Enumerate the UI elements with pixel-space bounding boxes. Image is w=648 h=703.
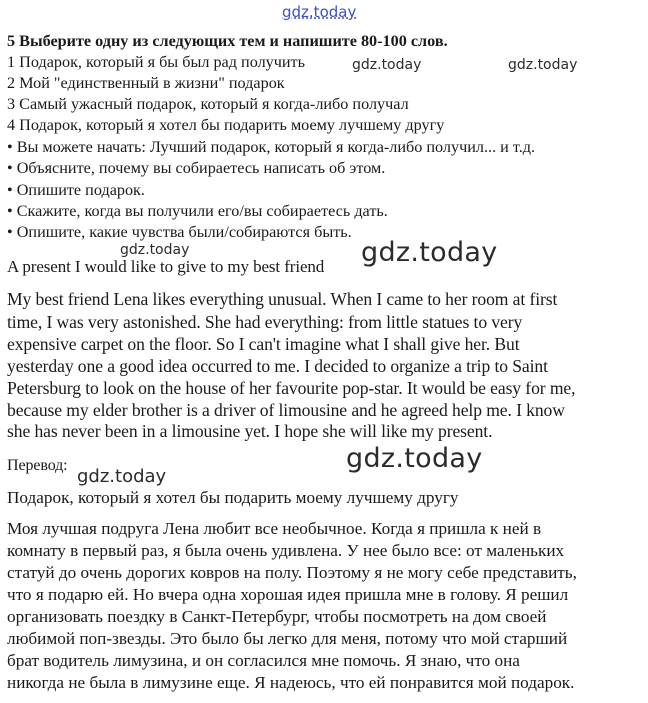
bullet-item: • Опишите подарок. bbox=[7, 181, 145, 199]
watermark: gdz.today bbox=[77, 466, 167, 487]
topic-item: 3 Самый ужасный подарок, который я когда-либо получал bbox=[7, 95, 409, 113]
watermark: gdz.today bbox=[346, 443, 483, 474]
translation-line: комнату в первый раз, я была очень удивлена. У нее было все: от маленьких bbox=[7, 541, 565, 560]
translation-title: Подарок, который я хотел бы подарить моему лучшему другу bbox=[7, 488, 459, 507]
translation-line: брат водитель лимузина, и он согласился мне помочь. Я знаю, что она bbox=[7, 651, 520, 670]
essay-line: expensive carpet on the floor. So I can't imagine what I shall give her. But bbox=[7, 334, 520, 354]
translation-line: что я подарю ей. Но вчера одна хорошая идея пришла мне в голову. Я решил bbox=[7, 585, 569, 604]
watermark: gdz.today bbox=[352, 57, 422, 73]
translation-line: Моя лучшая подруга Лена любит все необычное. Когда я пришла к ней в bbox=[7, 519, 542, 538]
essay-line: time, I was very astonished. She had everything: from little statues to very bbox=[7, 312, 523, 332]
watermark: gdz.today bbox=[361, 237, 498, 268]
essay-line: because my elder brother is a driver of limousine and he agreed help me. I know bbox=[7, 400, 565, 420]
bullet-item: • Скажите, когда вы получили его/вы собираетесь дать. bbox=[7, 202, 388, 220]
translation-line: любимой поп-звезды. Это было бы легко для меня, потому что мой старший bbox=[7, 629, 568, 648]
essay-title: A present I would like to give to my best friend bbox=[7, 257, 325, 276]
bullet-item: • Опишите, какие чувства были/собираются быть. bbox=[7, 223, 352, 241]
translation-label: Перевод: bbox=[7, 457, 68, 474]
task-title: 5 Выберите одну из следующих тем и напишите 80-100 слов. bbox=[7, 32, 448, 50]
essay-line: yesterday one a good idea occurred to me. I decided to organize a trip to Saint bbox=[7, 356, 548, 376]
topic-item: 1 Подарок, который я бы был рад получить bbox=[7, 53, 306, 71]
topic-item: 4 Подарок, который я хотел бы подарить моему лучшему другу bbox=[7, 116, 445, 134]
bullet-item: • Вы можете начать: Лучший подарок, который я когда-либо получил... и т.д. bbox=[7, 138, 536, 156]
watermark: gdz.today bbox=[120, 242, 190, 258]
essay-line: she has never been in a limousine yet. I hope she will like my present. bbox=[7, 421, 493, 441]
watermark: gdz.today bbox=[508, 57, 578, 73]
essay-line: My best friend Lena likes everything unusual. When I came to her room at first bbox=[7, 289, 558, 309]
bullet-item: • Объясните, почему вы собираетесь написать об этом. bbox=[7, 159, 386, 177]
translation-line: никогда не была в лимузине еще. Я надеюсь, что ей понравится мой подарок. bbox=[7, 673, 575, 692]
topic-item: 2 Мой "единственный в жизни" подарок bbox=[7, 74, 285, 92]
essay-line: Petersburg to look on the house of her favourite pop-star. It would be easy for me, bbox=[7, 378, 576, 398]
watermark-top: gdz.today bbox=[282, 3, 357, 21]
translation-line: статуй до очень дорогих ковров на полу. Поэтому я не могу себе представить, bbox=[7, 563, 577, 582]
translation-line: организовать поездку в Санкт-Петербург, чтобы посмотреть на дом своей bbox=[7, 607, 547, 626]
